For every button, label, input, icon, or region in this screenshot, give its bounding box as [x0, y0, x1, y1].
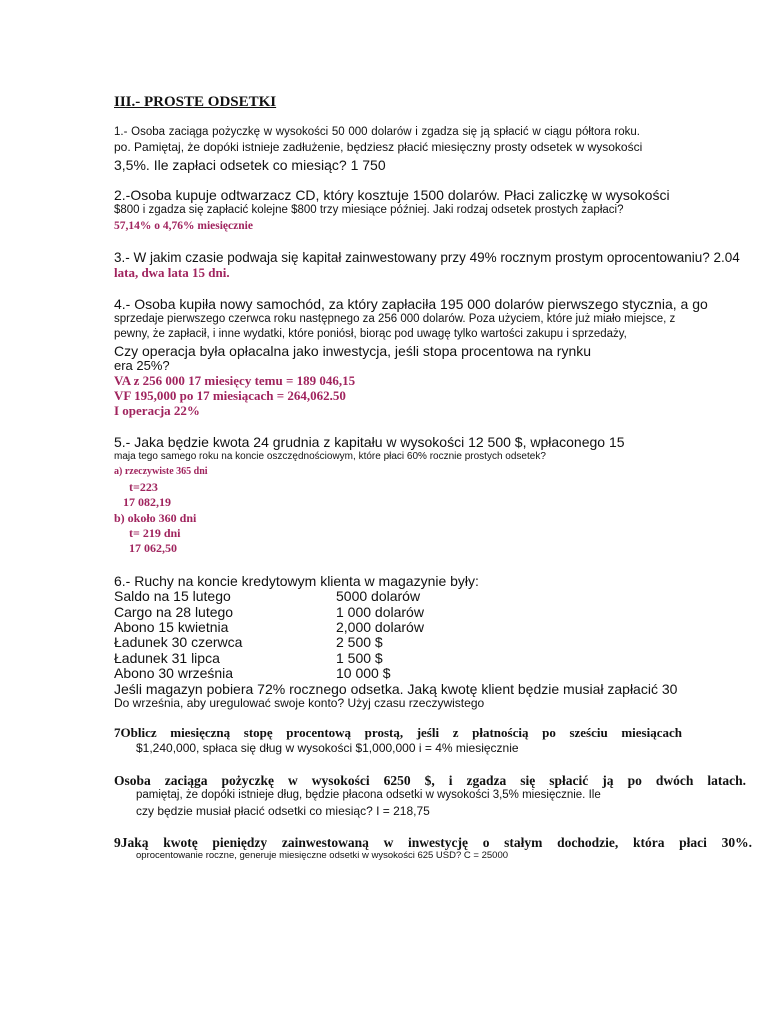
problem-2-line-1: 2.-Osoba kupuje odtwarzacz CD, który kosztuje 1500 dolarów. Płaci zaliczkę w wysokości — [114, 187, 670, 203]
ledger-row-label: Abono 15 kwietnia — [114, 619, 229, 635]
problem-6-line-3: Do września, aby uregulować swoje konto? Użyj czasu rzeczywistego — [114, 696, 485, 710]
problem-4-line-1: 4.- Osoba kupiła nowy samochód, za który zapłaciła 195 000 dolarów pierwszego stycznia, a go — [114, 296, 708, 312]
problem-6-line-2: Jeśli magazyn pobiera 72% rocznego odsetka. Jaką kwotę klient będzie musiał zapłacić 30 — [114, 681, 678, 697]
problem-4-answer-1: VA z 256 000 17 miesięcy temu = 189 046,15 — [114, 373, 356, 388]
ledger-row-label: Abono 30 września — [114, 665, 234, 681]
problem-8-line-1: Osoba zaciąga pożyczkę w wysokości 6250 $, i zgadza się spłacić ją po dwóch latach. — [114, 773, 746, 788]
problem-2-answer: 57,14% o 4,76% miesięcznie — [114, 220, 253, 232]
problem-5-answer-t2: t= 219 dni — [129, 526, 181, 540]
problem-5-answer-t1: t=223 — [129, 480, 158, 494]
ledger-row-amount: 2 500 $ — [336, 634, 383, 650]
problem-8-line-2: pamiętaj, że dopóki istnieje dług, będzie płacona odsetki w wysokości 3,5% miesięcznie. Ile — [136, 789, 601, 801]
problem-4-answer-3: I operacja 22% — [114, 403, 200, 418]
problem-5-line-1: 5.- Jaka będzie kwota 24 grudnia z kapitału w wysokości 12 500 $, wpłaconego 15 — [114, 434, 625, 450]
problem-5-answer-v2: 17 062,50 — [129, 541, 177, 555]
problem-9-line-2: oprocentowanie roczne, generuje miesięczne odsetki w wysokości 625 USD? C = 25000 — [136, 850, 509, 861]
problem-4-line-3: pewny, że zapłacił, i inne wydatki, które poniósł, biorąc pod uwagę tylko wartości zakupu i sprzedaży, — [114, 328, 627, 340]
ledger-row-label: Ładunek 31 lipca — [114, 650, 220, 666]
problem-7-line-2: $1,240,000, spłaca się dług w wysokości $1,000,000 i = 4% miesięcznie — [136, 741, 519, 755]
problem-5-line-2: maja tego samego roku na koncie oszczędnościowym, które płaci 60% rocznie prostych odsetek? — [114, 451, 546, 462]
problem-3-answer: lata, dwa lata 15 dni. — [114, 265, 230, 280]
problem-2-line-2: $800 i zgadza się zapłacić kolejne $800 trzy miesiące później. Jaki rodzaj odsetek prostych zapłaci? — [114, 204, 624, 216]
ledger-row-amount: 2,000 dolarów — [336, 619, 424, 635]
problem-8-line-3: czy będzie musiał płacić odsetki co miesiąc? I = 218,75 — [136, 804, 430, 818]
problem-5-answer-b: b) około 360 dni — [114, 511, 197, 525]
problem-6-line-1: 6.- Ruchy na koncie kredytowym klienta w magazynie były: — [114, 573, 479, 589]
ledger-row-label: Ładunek 30 czerwca — [114, 634, 243, 650]
ledger-row-amount: 10 000 $ — [336, 665, 391, 681]
problem-7-line-1: 7Oblicz miesięczną stopę procentową prostą, jeśli z płatnością po sześciu miesiącach — [114, 725, 682, 740]
problem-3-line-1: 3.- W jakim czasie podwaja się kapitał zainwestowany przy 49% rocznym prostym oprocentowaniu? 2.04 — [114, 250, 740, 265]
ledger-row-amount: 5000 dolarów — [336, 588, 421, 604]
ledger-row-amount: 1 000 dolarów — [336, 604, 424, 620]
problem-5-answer-v1: 17 082,19 — [123, 495, 171, 509]
page-title: III.- PROSTE ODSETKI — [114, 94, 277, 110]
ledger-row-label: Cargo na 28 lutego — [114, 604, 234, 620]
problem-1-line-3: 3,5%. Ile zapłaci odsetek co miesiąc? 1 750 — [114, 157, 386, 173]
ledger-row-amount: 1 500 $ — [336, 650, 383, 666]
ledger-row-label: Saldo na 15 lutego — [114, 588, 231, 604]
problem-5-answer-a: a) rzeczywiste 365 dni — [114, 466, 208, 477]
problem-9-line-1: 9Jaką kwotę pieniędzy zainwestowaną w inwestycję o stałym dochodzie, która płaci 30%. — [114, 835, 752, 850]
problem-4-line-5: era 25%? — [114, 358, 170, 373]
problem-4-line-2: sprzedaje pierwszego czerwca roku następnego za 256 000 dolarów. Poza użyciem, które już miało miejsce, z — [114, 313, 676, 325]
problem-4-answer-2: VF 195,000 po 17 miesiącach = 264,062.50 — [114, 388, 346, 403]
problem-4-line-4: Czy operacja była opłacalna jako inwestycja, jeśli stopa procentowa na rynku — [114, 343, 592, 359]
problem-1-line-1: 1.- Osoba zaciąga pożyczkę w wysokości 50 000 dolarów i zgadza się ją spłacić w ciągu półtora roku. — [114, 126, 640, 138]
problem-1-line-2: po. Pamiętaj, że dopóki istnieje zadłużenie, będziesz płacić miesięczny prosty odsetek w wysokości — [114, 140, 643, 154]
